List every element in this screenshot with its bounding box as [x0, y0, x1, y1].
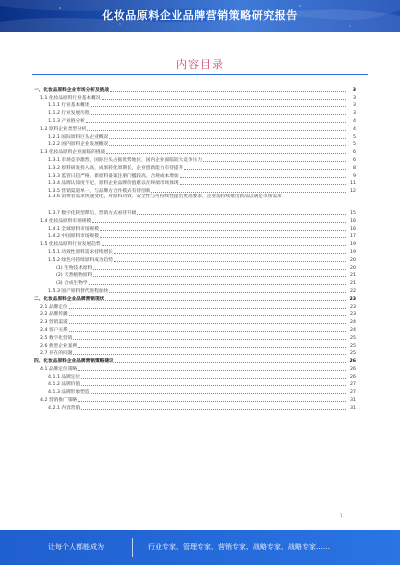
toc-leader-dots: [151, 192, 346, 193]
table-of-contents: [34, 85, 356, 411]
footer-divider: [132, 538, 133, 557]
toc-entry-title: 4.1 品牌定位策略: [40, 366, 78, 372]
toc-entry-title: 2.4 客户关系: [40, 327, 68, 333]
toc-entry[interactable]: [34, 341, 356, 349]
toc-entry-page: 24: [350, 320, 356, 326]
toc-entry[interactable]: [34, 179, 356, 187]
toc-entry-title: (2) 天然植物原料: [56, 273, 93, 279]
toc-leader-dots: [203, 161, 346, 162]
toc-entry-title: (3) 合成生物学: [56, 281, 88, 287]
toc-entry[interactable]: [34, 372, 356, 380]
toc-entry-page: 3: [353, 111, 356, 117]
report-title: 化妆品原料企业品牌营销策略研究报告: [102, 9, 298, 22]
toc-leader-dots: [69, 308, 346, 309]
toc-entry-title: 1.3.3 监管日趋严格，新原料备案注册门槛较高，合规成本增加: [48, 173, 179, 179]
toc-entry-page: 25: [350, 351, 356, 357]
toc-entry-title: 2.5 数字化营销: [40, 335, 73, 341]
toc-entry-page: 26: [350, 366, 356, 372]
toc-entry[interactable]: [34, 380, 356, 388]
toc-entry-title: 1.3.5 营销渠道单一，与品牌方合作模式有待创新: [48, 189, 151, 195]
toc-entry-title: 1.4 化妆品原料市场规模: [40, 218, 92, 224]
toc-entry-page: 11: [350, 181, 356, 187]
toc-heading: 内容目录: [176, 58, 224, 71]
toc-entry-page: 21: [350, 281, 356, 287]
toc-entry-page: 22: [350, 288, 356, 294]
toc-divider: [32, 74, 368, 75]
toc-entry[interactable]: [34, 333, 356, 341]
toc-leader-dots: [114, 253, 346, 254]
toc-entry[interactable]: [34, 403, 356, 411]
toc-entry-title: 1.2.1 国际原料巨头企业概况: [48, 134, 109, 140]
toc-leader-dots: [100, 230, 346, 231]
toc-entry[interactable]: [34, 140, 356, 148]
toc-entry[interactable]: [34, 356, 356, 364]
toc-entry[interactable]: [34, 310, 356, 318]
toc-entry-title: 1.1.1 行业基本概述: [48, 103, 90, 109]
toc-entry[interactable]: [34, 116, 356, 124]
toc-entry-page: 23: [350, 312, 356, 318]
toc-entry-page: 23: [350, 304, 356, 310]
toc-leader-dots: [73, 339, 346, 340]
toc-leader-dots: [114, 261, 346, 262]
toc-entry-page: 21: [350, 273, 356, 279]
toc-entry[interactable]: [34, 93, 356, 101]
toc-entry-page: 3: [352, 87, 356, 93]
toc-leader-dots: [92, 222, 346, 223]
toc-entry-page: 6: [353, 157, 356, 163]
toc-leader-dots: [91, 114, 346, 115]
toc-entry[interactable]: [34, 155, 356, 163]
toc-entry-page: 17: [350, 234, 356, 240]
toc-entry-title: 二、化妆品原料企业品牌营销现状: [34, 296, 105, 302]
toc-entry-title: 2.6 典型企业案例: [40, 343, 78, 349]
toc-entry-page: 31: [350, 398, 356, 404]
toc-entry-title: 1.3.7 数字化转型滞后，营销方式亟待升级: [48, 210, 137, 216]
toc-entry-title: 2.3 营销渠道: [40, 320, 68, 326]
toc-entry[interactable]: [34, 85, 356, 93]
toc-entry[interactable]: [34, 108, 356, 116]
toc-entry-title: 1.3 化妆品原料企业面临的挑战: [40, 150, 106, 156]
toc-entry[interactable]: [34, 302, 356, 310]
toc-entry-page: 9: [353, 173, 356, 179]
toc-entry-page: 6: [353, 150, 356, 156]
toc-leader-dots: [73, 354, 346, 355]
toc-entry-title: 1.5.2 绿色可持续原料成为趋势: [48, 257, 113, 263]
toc-entry-title: 2.7 存在的问题: [40, 351, 73, 357]
toc-leader-dots: [105, 300, 346, 301]
toc-entry[interactable]: [34, 255, 356, 263]
toc-entry[interactable]: [34, 208, 356, 216]
toc-entry[interactable]: [34, 325, 356, 333]
toc-leader-dots: [180, 184, 346, 185]
toc-entry-title: 1.5.3 国产原料替代进程加快: [48, 288, 109, 294]
toc-leader-dots: [106, 153, 346, 154]
toc-entry-page: 19: [350, 249, 356, 255]
toc-leader-dots: [69, 323, 346, 324]
toc-leader-dots: [81, 378, 346, 379]
toc-leader-dots: [109, 292, 346, 293]
toc-leader-dots: [87, 130, 346, 131]
toc-entry[interactable]: [34, 186, 356, 194]
toc-leader-dots: [69, 315, 346, 316]
toc-leader-dots: [102, 245, 346, 246]
toc-entry[interactable]: [34, 387, 356, 395]
toc-entry-title: 1.1.3 产业链分析: [48, 118, 85, 124]
toc-entry-title: 2.1 品牌定位: [40, 304, 68, 310]
toc-entry[interactable]: [34, 216, 356, 224]
toc-entry-page: 4: [353, 118, 356, 124]
toc-entry-page: 5: [353, 142, 356, 148]
toc-entry[interactable]: [34, 163, 356, 171]
toc-leader-dots: [180, 177, 346, 178]
toc-entry-title: (1) 生物技术原料: [56, 265, 93, 271]
toc-entry[interactable]: [34, 239, 356, 247]
report-footer: [0, 530, 400, 565]
toc-entry-page: 4: [353, 126, 356, 132]
toc-entry-page: 3: [353, 103, 356, 109]
toc-entry-page: 24: [350, 327, 356, 333]
toc-entry[interactable]: [34, 101, 356, 109]
toc-leader-dots: [93, 276, 346, 277]
toc-leader-dots: [89, 284, 346, 285]
toc-entry[interactable]: [34, 364, 356, 372]
toc-entry-title: 1.3.1 市场竞争激烈，国际巨头占据优势地位，国内企业面临较大竞争压力: [48, 157, 203, 163]
toc-leader-dots: [78, 347, 346, 348]
toc-leader-dots: [93, 269, 346, 270]
toc-leader-dots: [91, 393, 346, 394]
toc-entry[interactable]: [34, 349, 356, 357]
toc-entry-page: 25: [350, 343, 356, 349]
toc-entry[interactable]: [34, 194, 356, 208]
toc-entry-page: 19: [350, 242, 356, 248]
report-header: [0, 0, 400, 32]
toc-entry[interactable]: [34, 232, 356, 240]
toc-entry[interactable]: [34, 224, 356, 232]
toc-leader-dots: [102, 99, 346, 100]
toc-entry[interactable]: [34, 278, 356, 286]
toc-entry-title: 4.1.2 品牌价值: [48, 382, 81, 388]
toc-entry-page: 27: [350, 382, 356, 388]
toc-entry[interactable]: [34, 263, 356, 271]
toc-leader-dots: [86, 122, 346, 123]
toc-leader-dots: [81, 385, 346, 386]
toc-entry-title: 1.1 化妆品原料行业基本概况: [40, 95, 101, 101]
toc-entry[interactable]: [34, 247, 356, 255]
toc-entry-page: 26: [349, 359, 356, 365]
toc-entry[interactable]: [34, 124, 356, 132]
toc-entry-title: 1.3.2 原料研发投入高，成果转化周期长，企业创新能力有待提升: [48, 165, 184, 171]
toc-entry-title: 1.4.1 全球原料市场规模: [48, 226, 99, 232]
toc-entry[interactable]: [34, 132, 356, 140]
toc-entry-page: 26: [350, 374, 356, 380]
toc-entry-page: 5: [353, 134, 356, 140]
toc-entry-title: 1.5 化妆品原料行业发展趋势: [40, 242, 101, 248]
footer-tagline: 行业专家、管理专家、营销专家、战略专家、战略专家……: [148, 543, 330, 551]
toc-leader-dots: [69, 331, 346, 332]
toc-entry-page: 20: [350, 257, 356, 263]
toc-leader-dots: [137, 214, 346, 215]
toc-leader-dots: [115, 362, 346, 363]
toc-entry[interactable]: [34, 147, 356, 155]
toc-entry-page: 25: [350, 335, 356, 341]
toc-entry-title: 1.2.2 国内原料企业发展概况: [48, 142, 109, 148]
toc-entry-title: 四、化妆品原料企业品牌营销策略建议: [34, 359, 114, 365]
toc-leader-dots: [78, 370, 346, 371]
toc-entry-title: 1.3.4 品牌认知度不足，原料企业品牌价值难以在终端市场体现: [48, 181, 179, 187]
toc-entry[interactable]: [34, 286, 356, 294]
toc-entry-title: 1.2 原料企业类型分析: [40, 126, 87, 132]
toc-leader-dots: [81, 409, 346, 410]
toc-leader-dots: [109, 138, 346, 139]
toc-leader-dots: [110, 91, 346, 92]
toc-entry-page: 8: [353, 165, 356, 171]
toc-entry-title: 4.1.3 品牌形象塑造: [48, 390, 90, 396]
toc-entry[interactable]: [34, 294, 356, 302]
toc-entry-page: 12: [350, 189, 356, 195]
toc-entry[interactable]: [34, 271, 356, 279]
toc-leader-dots: [109, 145, 346, 146]
toc-entry-title: 4.1.1 品牌定位: [48, 374, 81, 380]
toc-entry[interactable]: [34, 171, 356, 179]
toc-entry-page: 16: [350, 226, 356, 232]
toc-entry-page: 20: [350, 265, 356, 271]
toc-entry-title: 1.1.2 行业发展历程: [48, 111, 90, 117]
toc-entry-title: 4.2.1 内容营销: [48, 405, 81, 411]
toc-entry-page: 23: [349, 296, 356, 302]
toc-entry-page: 3: [353, 95, 356, 101]
toc-leader-dots: [78, 401, 346, 402]
toc-entry-title: 一、化妆品原料企业市场分析及挑战: [34, 87, 110, 93]
toc-entry-title: 2.2 品牌传播: [40, 312, 68, 318]
toc-entry-title: 1.5.1 功效性原料需求持续增长: [48, 249, 113, 255]
toc-entry-title: 4.2 营销推广策略: [40, 398, 78, 404]
toc-leader-dots: [100, 237, 346, 238]
toc-entry-page: 27: [350, 390, 356, 396]
toc-entry[interactable]: [34, 317, 356, 325]
toc-entry-title: 1.4.2 中国原料市场规模: [48, 234, 99, 240]
page-number: 1: [340, 513, 343, 518]
toc-entry[interactable]: [34, 395, 356, 403]
toc-entry-title: 1.3.6 消费者需求快速变化，对原料功效、安全性与可持续性提出更高要求，企业需持续推出新品以满足市场需求: [48, 194, 282, 200]
toc-leader-dots: [91, 106, 346, 107]
toc-entry-page: 16: [350, 218, 356, 224]
toc-entry-page: 15: [350, 210, 356, 216]
footer-slogan: 让每个人都能成为: [48, 543, 104, 551]
toc-leader-dots: [184, 169, 346, 170]
toc-entry-page: 31: [350, 405, 356, 411]
